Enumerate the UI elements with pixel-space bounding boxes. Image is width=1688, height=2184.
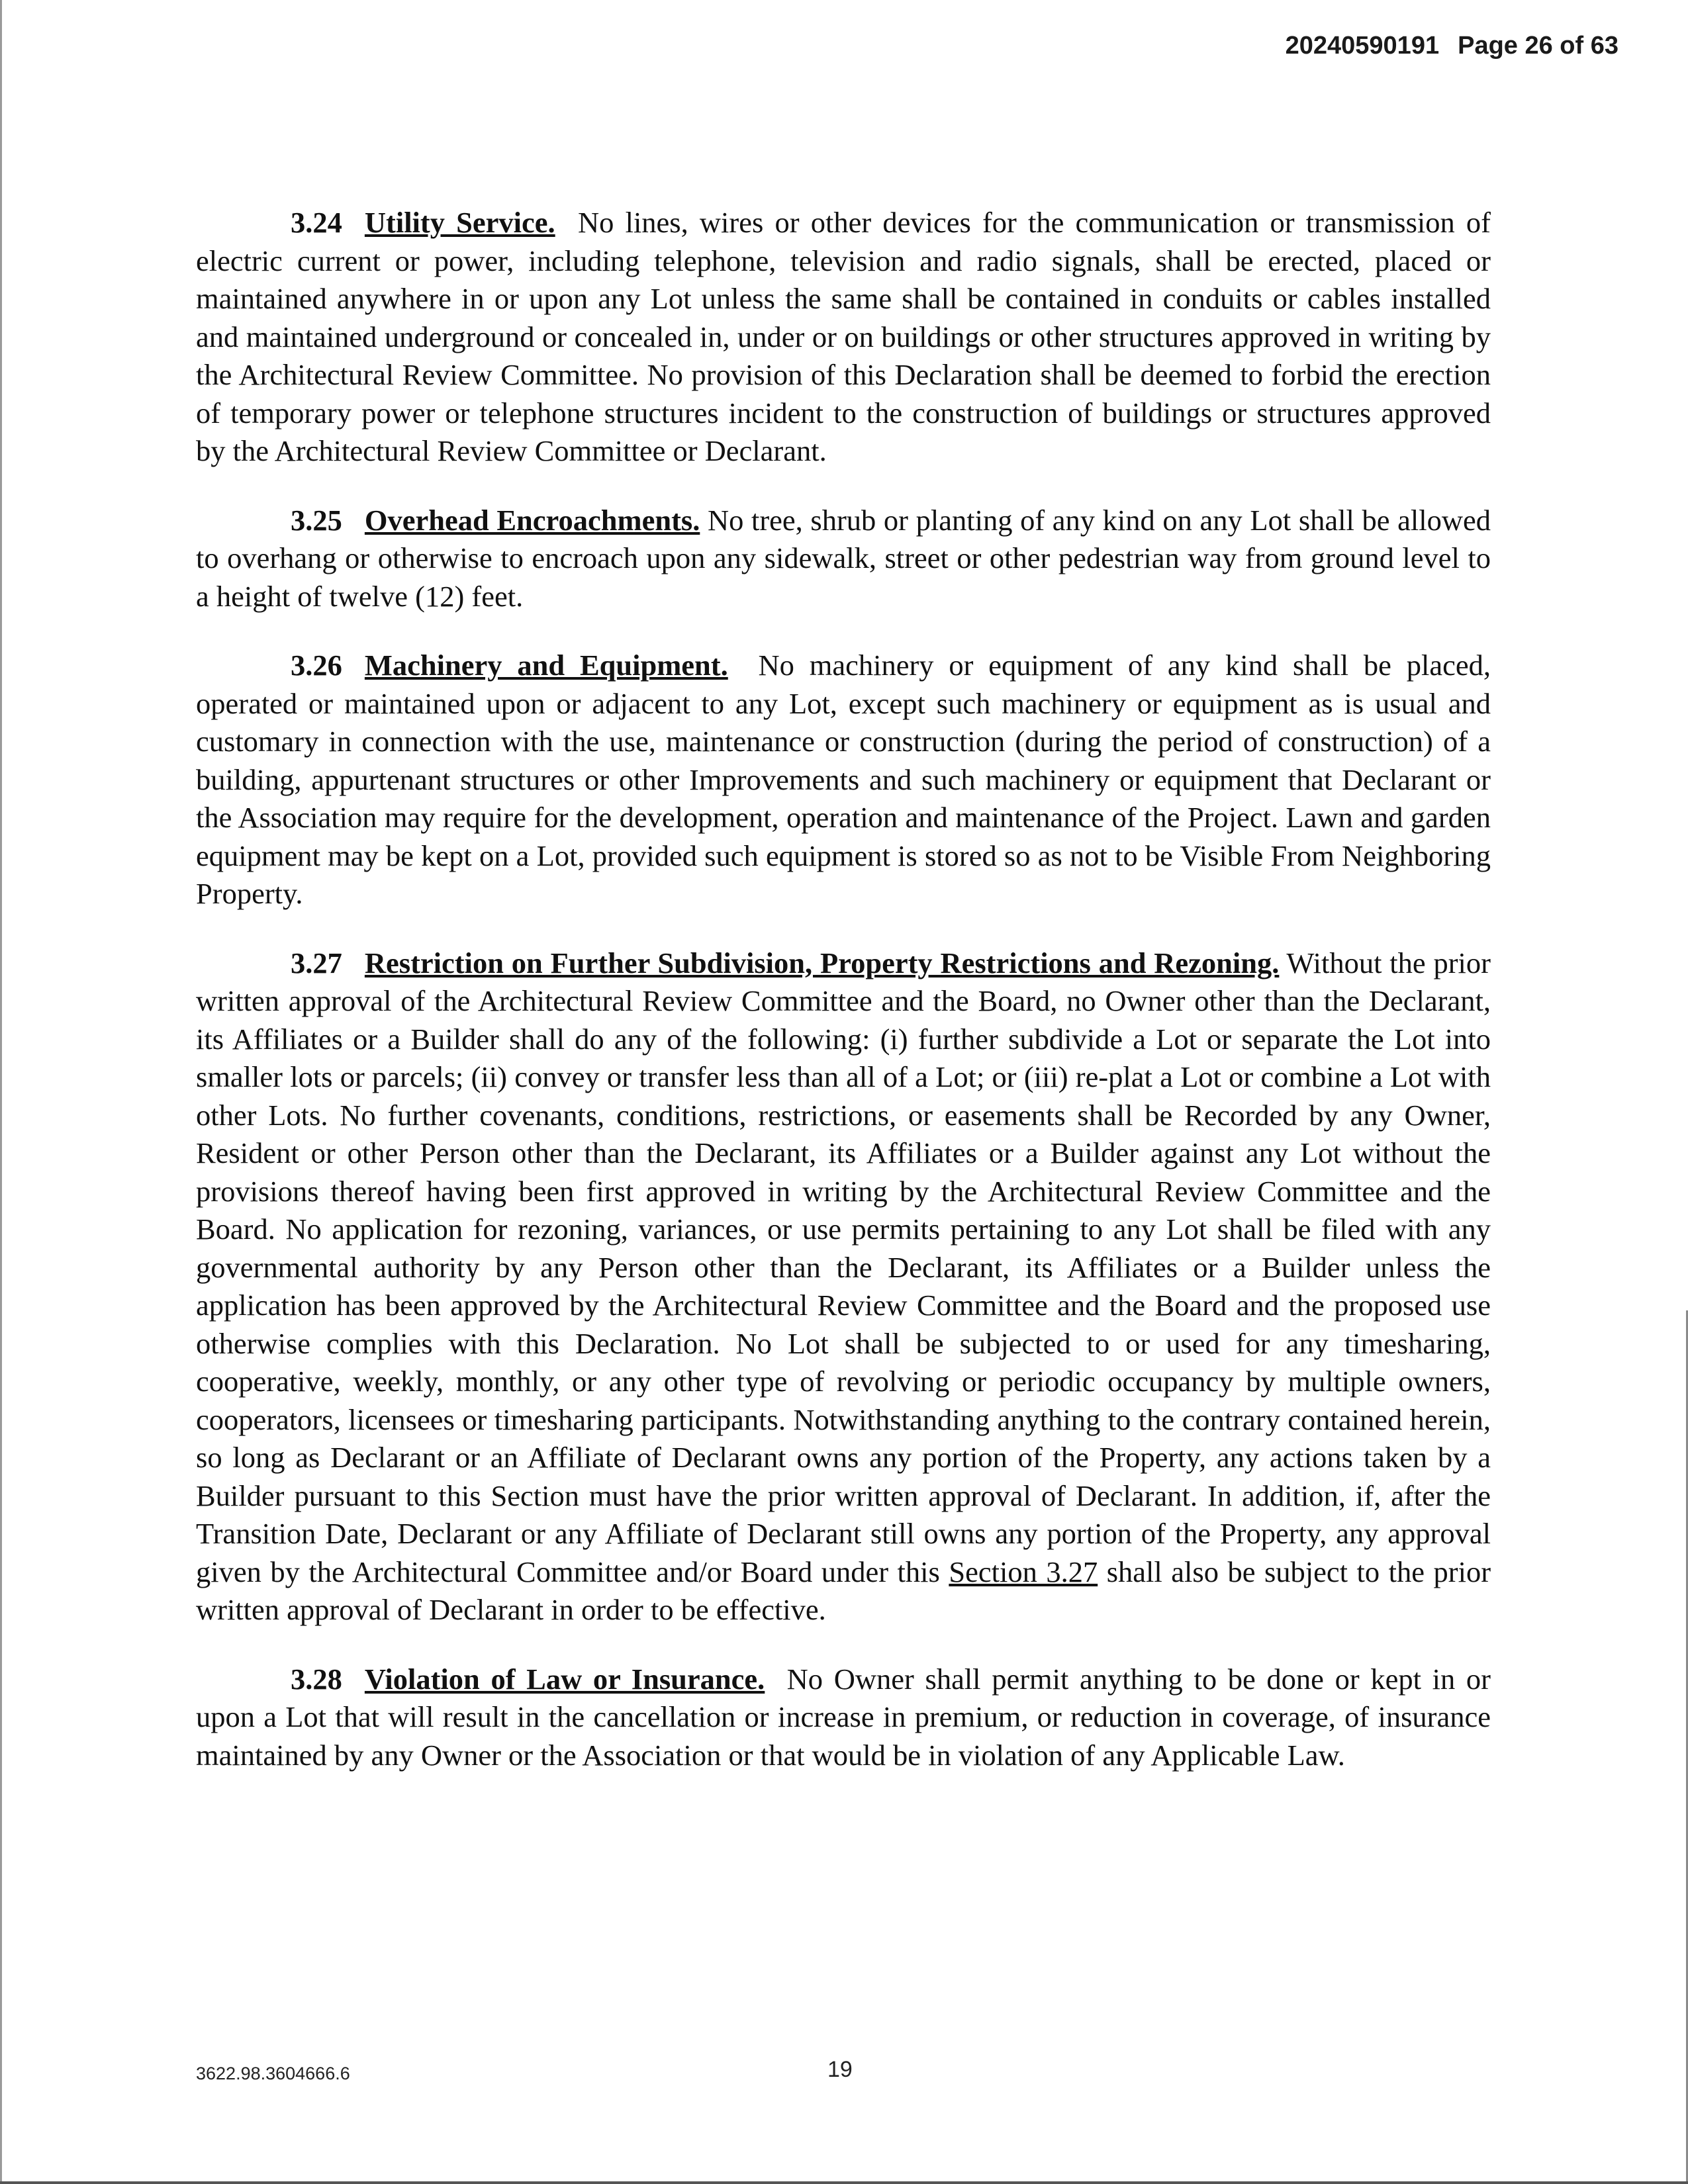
section-number: 3.25	[291, 503, 342, 537]
section-text: Without the prior written approval of the Architectural Review Committee and the Board, no Owner other than the Declarant, its Affiliates or a Builder shall do any of the following: (i) further subdivide a Lot or separate the Lot into smaller lots or parcels; (ii) convey or transfer less than all of a Lot; or (iii) re-plat a Lot or combine a Lot with other Lots. No further covenants, conditions, restrictions, or easements shall be Recorded by any Owner, Resident or other Person other than the Declarant, its Affiliates or a Builder against any Lot without the provisions thereof having been first approved in writing by the Architectural Review Committee and the Board. No application for rezoning, variances, or use permits pertaining to any Lot shall be filed with any governmental authority by any Person other than the Declarant, its Affiliates or a Builder unless the application has been approved by the Architectural Review Committee and the Board and the proposed use otherwise complies with this Declaration. No Lot shall be subjected to or used for any timesharing, cooperative, weekly, monthly, or any other type of revolving or periodic occupancy by multiple owners, cooperators, licensees or timesharing participants. Notwithstanding anything to the contrary contained herein, so long as Declarant or an Affiliate of Declarant owns any portion of the Property, any actions taken by a Builder pursuant to this Section must have the prior written approval of Declarant. In addition, if, after the Transition Date, Declarant or any Affiliate of Declarant still owns any portion of the Property, any approval given by the Architectural Committee and/or Board under this	[196, 946, 1491, 1588]
section-number: 3.28	[291, 1662, 342, 1696]
page-count-label: Page 26 of 63	[1458, 32, 1618, 60]
section-title: Overhead Encroachments.	[364, 503, 700, 537]
section-paragraph	[196, 647, 1491, 913]
scan-edge-bottom	[0, 2181, 1688, 2184]
section-title: Machinery and Equipment.	[364, 649, 728, 682]
section-paragraph	[196, 204, 1491, 471]
section-3-27	[196, 944, 1491, 1629]
section-title: Utility Service.	[364, 206, 555, 239]
section-paragraph	[196, 944, 1491, 1629]
footer-document-id: 3622.98.3604666.6	[196, 2064, 350, 2083]
section-title: Restriction on Further Subdivision, Property Restrictions and Rezoning.	[364, 946, 1280, 979]
section-number: 3.26	[291, 649, 342, 682]
section-paragraph	[196, 502, 1491, 616]
footer-page-number: 19	[827, 2057, 853, 2082]
section-3-25	[196, 502, 1491, 616]
section-text: No Owner shall permit anything to be done or kept in or upon a Lot that will result in the cancellation or increase in premium, or reduction in coverage, of insurance maintained by any Owner or the Association or that would be in violation of any Applicable Law.	[196, 1662, 1491, 1772]
scan-edge-left	[0, 0, 2, 2184]
section-paragraph	[196, 1661, 1491, 1775]
section-3-26	[196, 647, 1491, 913]
section-text: No tree, shrub or planting of any kind on any Lot shall be allowed to overhang or otherwise to encroach upon any sidewalk, street or other pedestrian way from ground level to a height of twelve (12) feet.	[196, 503, 1491, 613]
section-text: No machinery or equipment of any kind shall be placed, operated or maintained upon or adjacent to any Lot, except such machinery or equipment as is usual and customary in connection with the use, maintenance or construction (during the period of construction) of a building, appurtenant structures or other Improvements and such machinery or equipment that Declarant or the Association may require for the development, operation and maintenance of the Project. Lawn and garden equipment may be kept on a Lot, provided such equipment is stored so as not to be Visible From Neighboring Property.	[196, 649, 1491, 910]
page-header	[1286, 32, 1618, 60]
section-3-24	[196, 204, 1491, 471]
section-3-28	[196, 1661, 1491, 1775]
document-body	[196, 204, 1491, 1805]
section-title: Violation of Law or Insurance.	[364, 1662, 765, 1696]
section-number: 3.27	[291, 946, 342, 979]
section-cross-reference: Section 3.27	[949, 1555, 1098, 1588]
recording-number: 20240590191	[1285, 32, 1440, 60]
section-text: No lines, wires or other devices for the communication or transmission of electric current or power, including telephone, television and radio signals, shall be erected, placed or maintained anywhere in or upon any Lot unless the same shall be contained in conduits or cables installed and maintained underground or concealed in, under or on buildings or other structures approved in writing by the Architectural Review Committee. No provision of this Declaration shall be deemed to forbid the erection of temporary power or telephone structures incident to the construction of buildings or structures approved by the Architectural Review Committee or Declarant.	[196, 206, 1491, 467]
section-number: 3.24	[291, 206, 342, 239]
section-text-continued: shall also be subject to the prior written approval of Declarant in order to be effective.	[196, 1555, 1491, 1626]
